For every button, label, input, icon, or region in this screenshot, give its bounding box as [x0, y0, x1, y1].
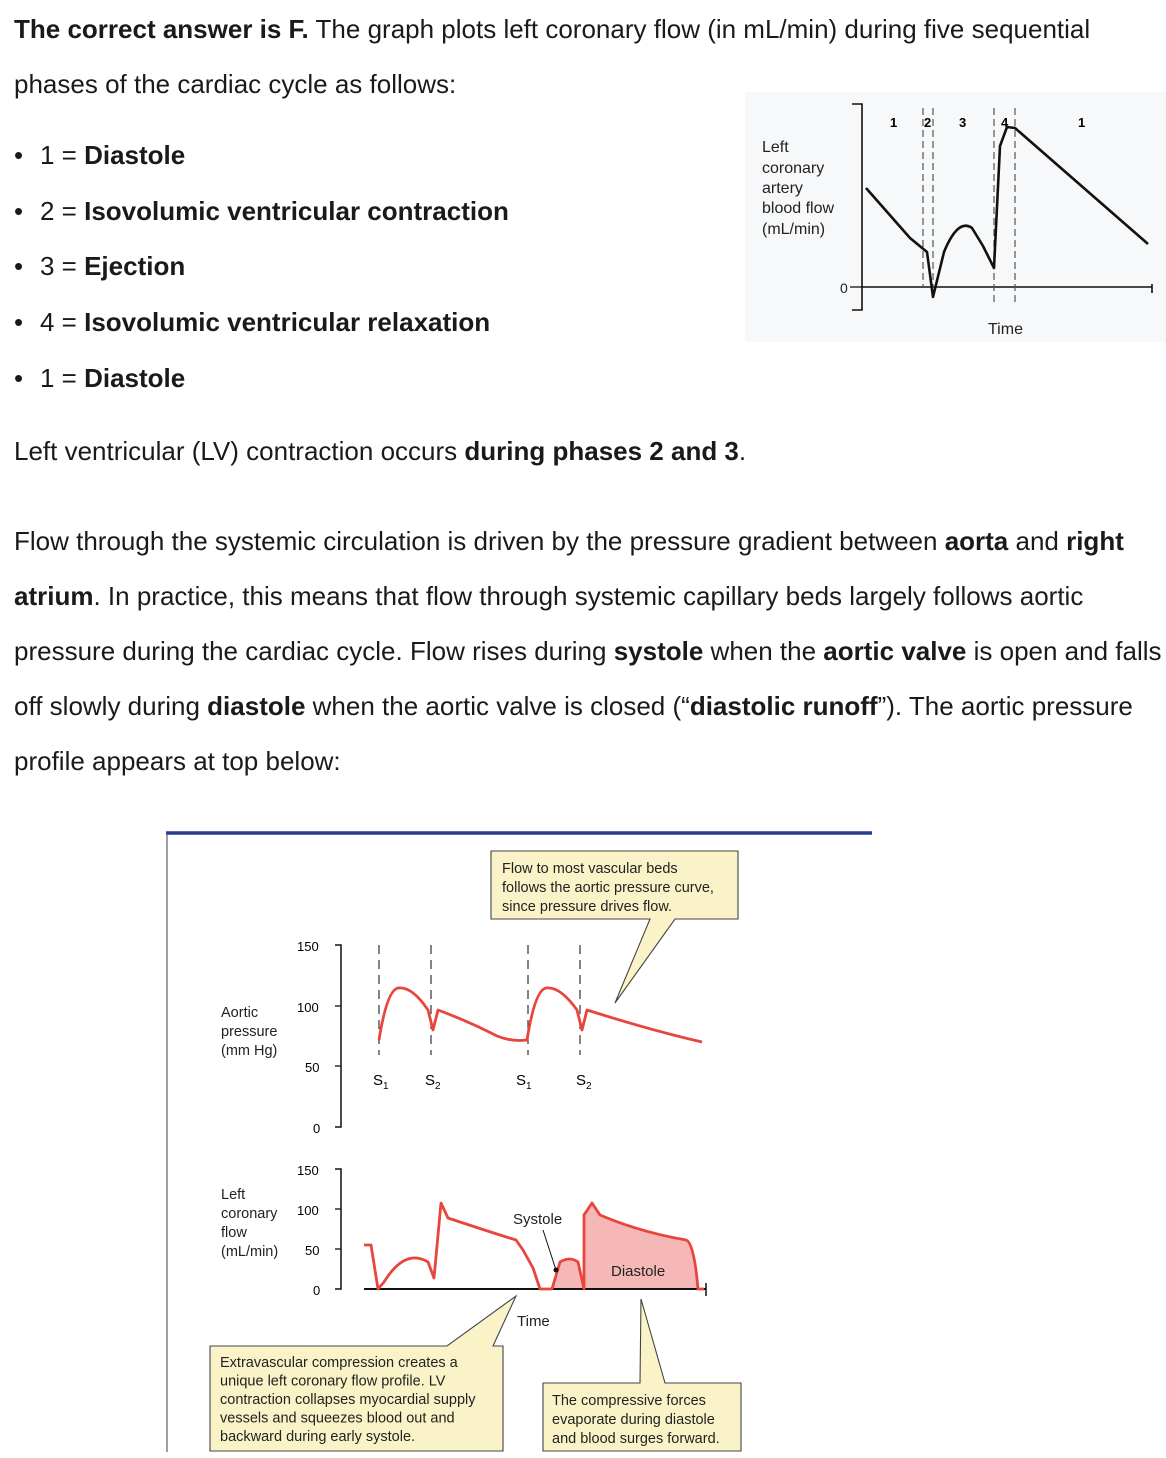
list-item: [14, 239, 509, 295]
aortic-axis-label: Aortic pressure (mm Hg): [221, 1005, 278, 1059]
aortic-tick-150: 150: [297, 939, 319, 954]
phase-number: 3 =: [40, 251, 85, 282]
y-axis-label: Left coronary artery blood flow (mL/min): [762, 139, 835, 238]
aortic-tick-50: 50: [305, 1060, 320, 1075]
phase-label-4: 4: [1001, 115, 1009, 130]
coronary-tick-150: 150: [297, 1163, 319, 1178]
time-label: Time: [517, 1313, 550, 1330]
list-item: [14, 295, 509, 351]
x-axis-label: Time: [988, 321, 1023, 338]
phase-number: 4 =: [40, 307, 85, 338]
phase-label: Isovolumic ventricular relaxation: [84, 307, 491, 338]
diastole-label: Diastole: [611, 1263, 666, 1280]
systole-label: Systole: [513, 1211, 563, 1228]
answer-statement: The correct answer is F.: [14, 14, 309, 44]
bullet-icon: •: [14, 195, 24, 226]
coronary-flow-figure: [745, 92, 1166, 342]
phase-number: 1 =: [40, 362, 85, 393]
list-item: [14, 184, 509, 240]
phase-label-3: 3: [959, 115, 967, 130]
coronary-tick-100: 100: [297, 1203, 319, 1218]
phase-label: Diastole: [84, 140, 186, 170]
phase-label-1b: 1: [1078, 115, 1086, 130]
systole-pointer-dot: [554, 1268, 559, 1273]
s2-label: $S_2$: [425, 1072, 441, 1092]
list-item: [14, 351, 509, 407]
aortic-coronary-figure: [160, 826, 880, 1458]
bullet-icon: •: [14, 140, 24, 170]
coronary-axis-label: Left coronary flow (mL/min): [221, 1187, 279, 1260]
phase-label: Ejection: [84, 251, 186, 282]
phase-label: Isovolumic ventricular contraction: [84, 195, 509, 226]
phase-number: 1 =: [40, 140, 85, 170]
intro-text: The graph plots left coronary flow (in mL/min) during five sequential phases of the cardiac cycle as follows:: [14, 14, 1091, 99]
lv-paragraph: Left ventricular (LV) contraction occurs during phases 2 and 3.: [14, 436, 747, 466]
list-item: [14, 128, 509, 184]
phase-number: 2 =: [40, 195, 85, 226]
systemic-paragraph: Flow through the systemic circulation is driven by the pressure gradient between aorta and right atrium. In practice, this means that flow through systemic capillary beds largely follows aortic pressure during the cardiac cycle. Flow rises during systole when the aortic valve is open and falls off slowly during diastole when the aortic valve is closed (“diastolic runoff”). The aortic pressure profile appears at top below:: [14, 526, 1162, 776]
phase-list: [14, 128, 509, 406]
coronary-tick-50: 50: [305, 1243, 320, 1258]
s2-label-2: $S_2$: [576, 1072, 592, 1092]
bullet-icon: •: [14, 362, 24, 393]
aortic-tick-100: 100: [297, 1000, 319, 1015]
s1-label-2: $S_1$: [516, 1072, 532, 1092]
phase-label-2: 2: [924, 115, 932, 130]
s1-label: $S_1$: [373, 1072, 389, 1092]
coronary-tick-0: 0: [313, 1283, 321, 1298]
aortic-tick-0: 0: [313, 1121, 321, 1136]
callout-right-text: The compressive forces evaporate during diastole and blood surges forward.: [552, 1393, 720, 1447]
phase-label-1: 1: [890, 115, 898, 130]
bullet-icon: •: [14, 251, 24, 282]
callout-top-text: Flow to most vascular beds follows the aortic pressure curve, since pressure drives flow.: [502, 861, 714, 915]
zero-label: 0: [840, 280, 848, 296]
phase-label: Diastole: [84, 362, 186, 393]
callout-left-text: Extravascular compression creates a unique left coronary flow profile. LV contraction collapses myocardial supply vessels and squeezes blood out and backward during early systole.: [220, 1355, 476, 1445]
bullet-icon: •: [14, 307, 24, 338]
figure-background: [745, 92, 1166, 342]
